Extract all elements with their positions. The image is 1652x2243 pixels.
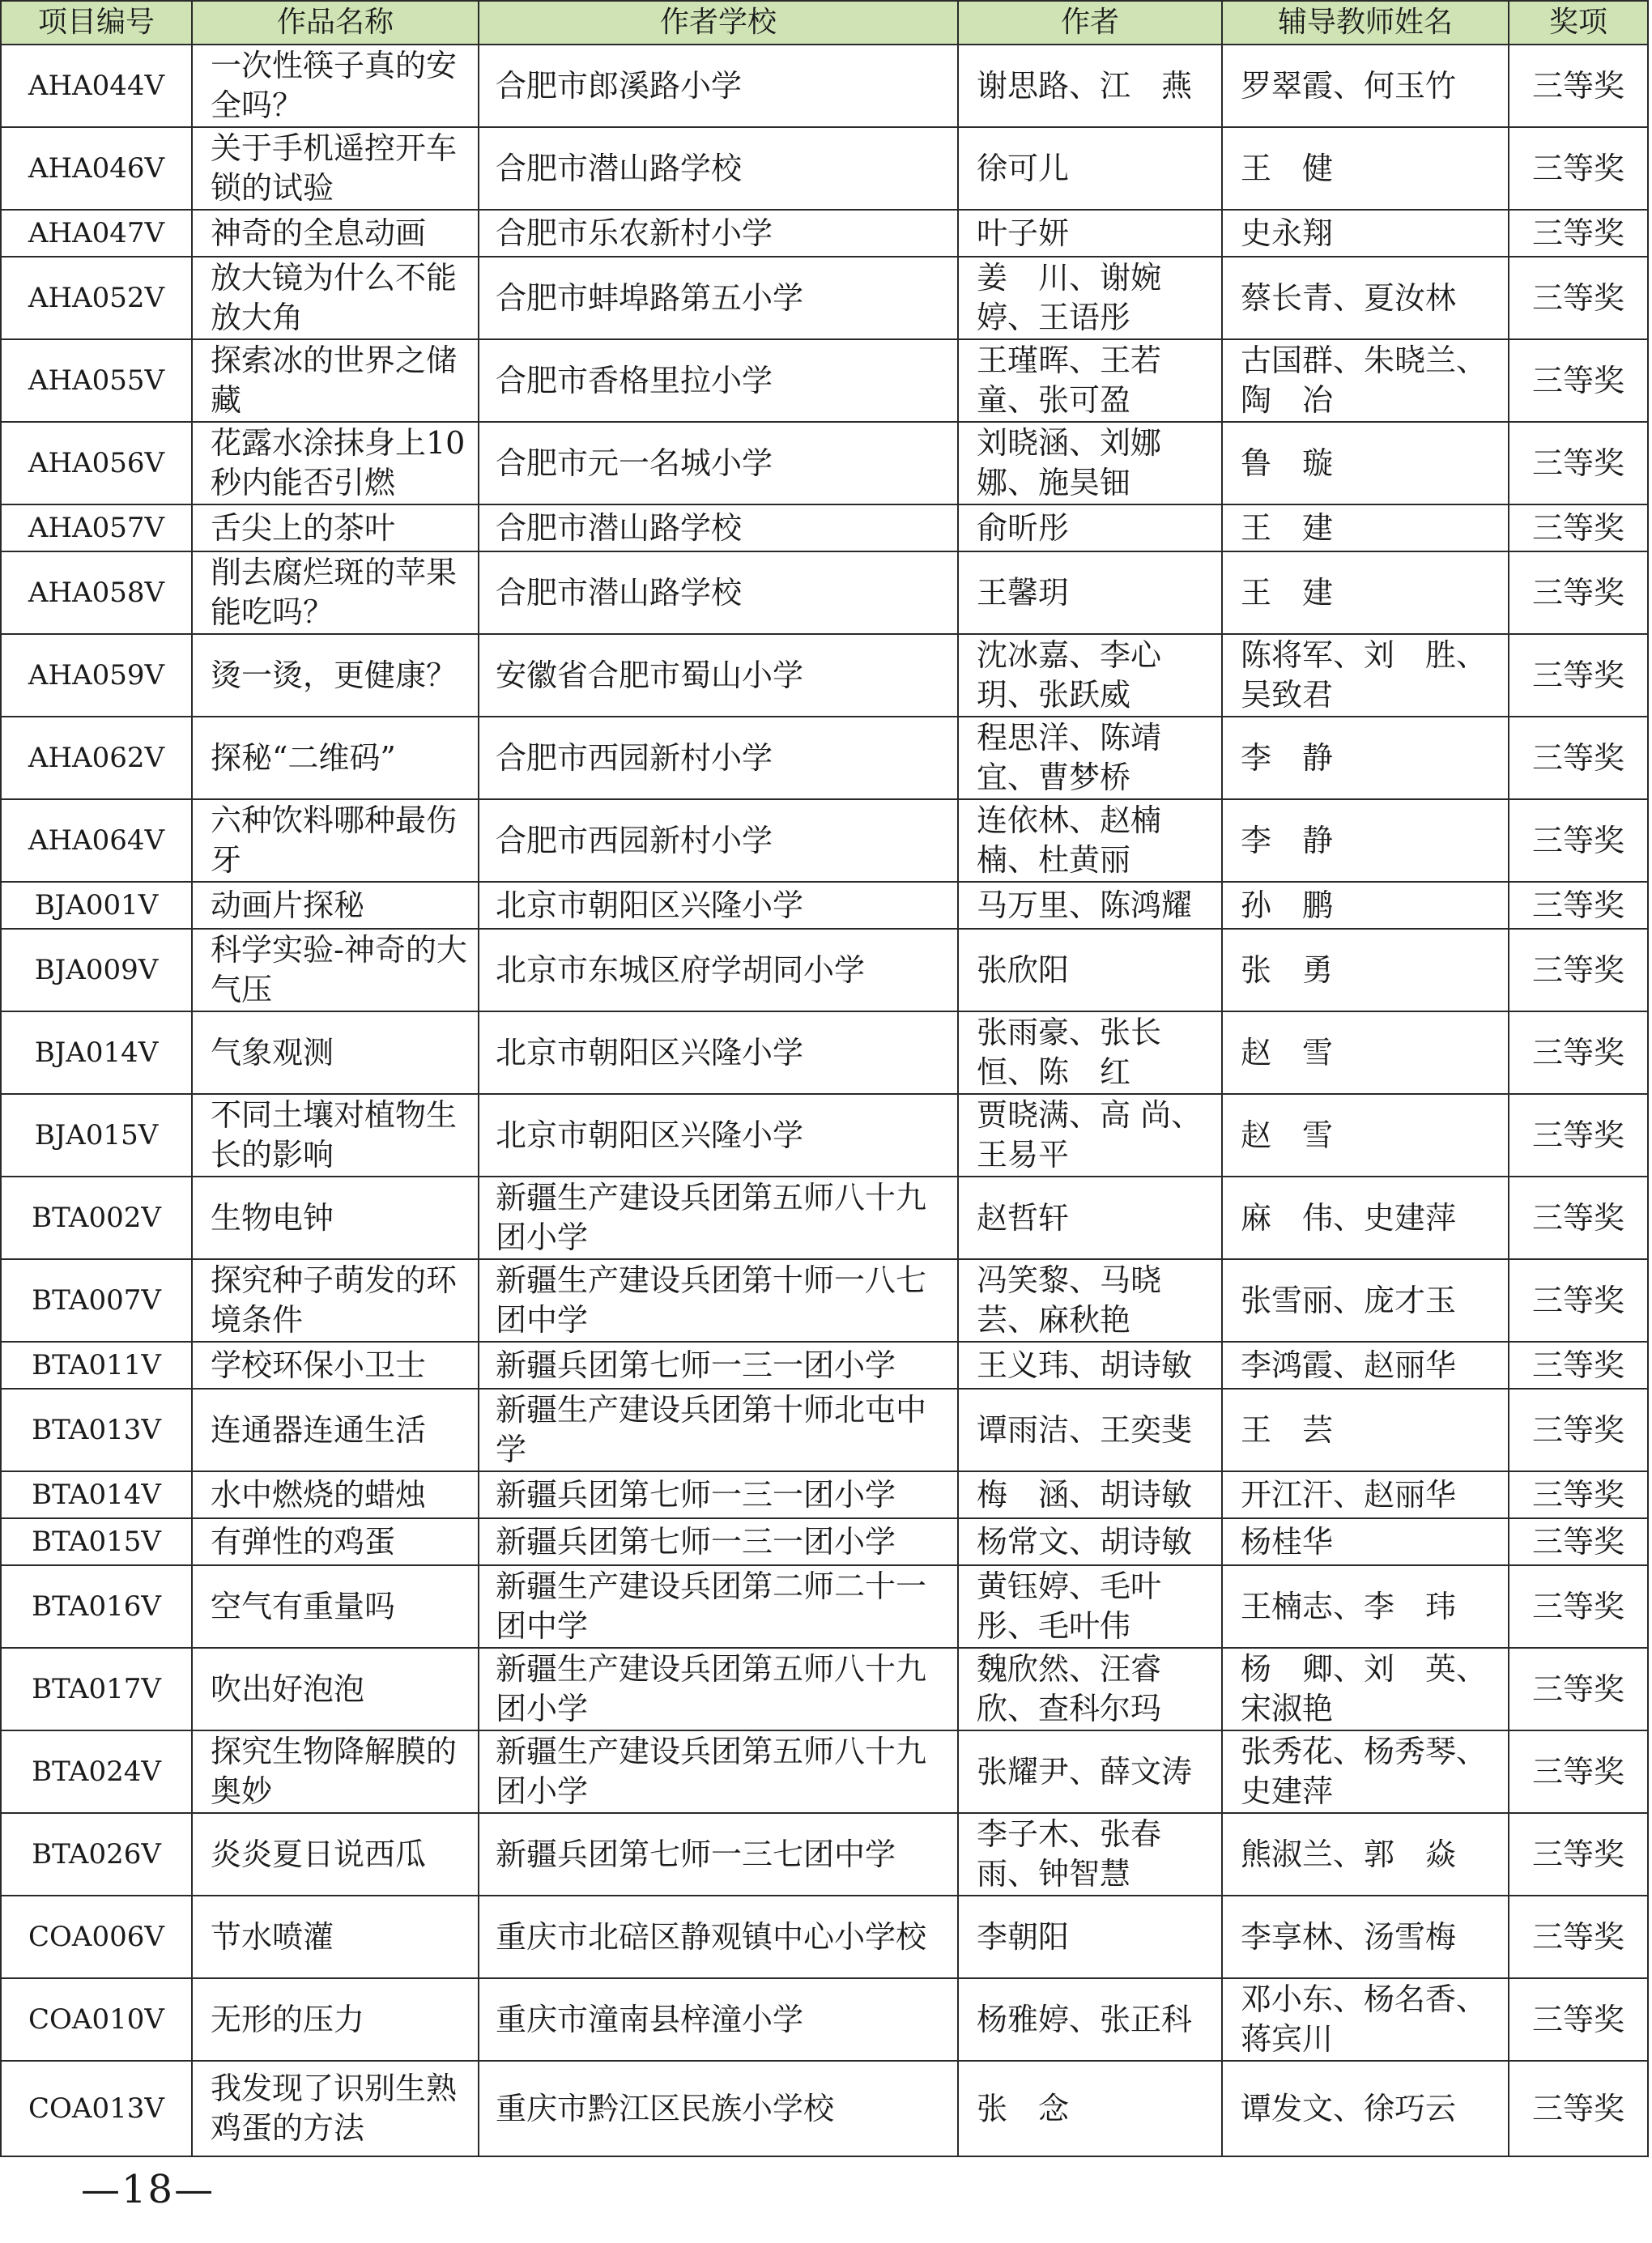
header-author-school: 作者学校: [479, 1, 958, 45]
table-row: [1, 339, 1648, 422]
cell-teachers: 谭发文、徐巧云: [1222, 2061, 1509, 2156]
table-row: [1, 1342, 1648, 1389]
cell-author-school: 北京市朝阳区兴隆小学: [479, 1011, 958, 1094]
cell-teachers: 李 静: [1222, 717, 1509, 799]
cell-authors: 俞昕彤: [958, 504, 1222, 551]
cell-project-id: AHA052V: [1, 257, 192, 339]
cell-authors: 贾晓满、高 尚、王易平: [958, 1094, 1222, 1177]
cell-authors: 刘晓涵、刘娜娜、施昊钿: [958, 422, 1222, 504]
cell-teachers: 蔡长青、夏汝林: [1222, 257, 1509, 339]
cell-authors: 杨常文、胡诗敏: [958, 1518, 1222, 1565]
cell-teachers: 鲁 璇: [1222, 422, 1509, 504]
cell-work-title: 神奇的全息动画: [192, 210, 479, 257]
cell-award: 三等奖: [1509, 1389, 1648, 1471]
cell-work-title: 吹出好泡泡: [192, 1648, 479, 1730]
cell-award: 三等奖: [1509, 1565, 1648, 1648]
page-number: —18—: [81, 2167, 215, 2212]
cell-author-school: 合肥市西园新村小学: [479, 717, 958, 799]
cell-author-school: 合肥市西园新村小学: [479, 799, 958, 882]
cell-author-school: 新疆生产建设兵团第五师八十九团小学: [479, 1730, 958, 1813]
cell-teachers: 熊淑兰、郭 焱: [1222, 1813, 1509, 1896]
cell-author-school: 合肥市潜山路学校: [479, 551, 958, 634]
cell-award: 三等奖: [1509, 1259, 1648, 1342]
cell-project-id: BTA026V: [1, 1813, 192, 1896]
cell-author-school: 新疆兵团第七师一三一团小学: [479, 1342, 958, 1389]
cell-authors: 梅 涵、胡诗敏: [958, 1471, 1222, 1518]
cell-work-title: 花露水涂抹身上10秒内能否引燃: [192, 422, 479, 504]
cell-work-title: 水中燃烧的蜡烛: [192, 1471, 479, 1518]
cell-teachers: 张秀花、杨秀琴、史建萍: [1222, 1730, 1509, 1813]
cell-author-school: 重庆市北碚区静观镇中心小学校: [479, 1896, 958, 1978]
cell-author-school: 合肥市元一名城小学: [479, 422, 958, 504]
table-row: [1, 1471, 1648, 1518]
cell-award: 三等奖: [1509, 339, 1648, 422]
cell-author-school: 新疆兵团第七师一三一团小学: [479, 1518, 958, 1565]
cell-author-school: 新疆生产建设兵团第五师八十九团小学: [479, 1648, 958, 1730]
cell-award: 三等奖: [1509, 1813, 1648, 1896]
cell-award: 三等奖: [1509, 45, 1648, 127]
cell-project-id: COA006V: [1, 1896, 192, 1978]
cell-project-id: AHA056V: [1, 422, 192, 504]
table-row: [1, 1813, 1648, 1896]
cell-work-title: 六种饮料哪种最伤牙: [192, 799, 479, 882]
cell-teachers: 李 静: [1222, 799, 1509, 882]
cell-author-school: 重庆市黔江区民族小学校: [479, 2061, 958, 2156]
cell-project-id: AHA044V: [1, 45, 192, 127]
table-row: [1, 1730, 1648, 1813]
cell-award: 三等奖: [1509, 882, 1648, 929]
table-row: [1, 634, 1648, 717]
cell-project-id: BTA007V: [1, 1259, 192, 1342]
cell-author-school: 北京市朝阳区兴隆小学: [479, 1094, 958, 1177]
cell-authors: 徐可儿: [958, 127, 1222, 210]
cell-project-id: BTA013V: [1, 1389, 192, 1471]
cell-award: 三等奖: [1509, 1896, 1648, 1978]
cell-authors: 王馨玥: [958, 551, 1222, 634]
table-row: [1, 551, 1648, 634]
table-row: [1, 2061, 1648, 2156]
cell-authors: 叶子妍: [958, 210, 1222, 257]
cell-project-id: BJA014V: [1, 1011, 192, 1094]
cell-work-title: 无形的压力: [192, 1978, 479, 2061]
cell-award: 三等奖: [1509, 717, 1648, 799]
cell-work-title: 有弹性的鸡蛋: [192, 1518, 479, 1565]
cell-authors: 赵哲轩: [958, 1177, 1222, 1259]
cell-teachers: 王 建: [1222, 504, 1509, 551]
cell-award: 三等奖: [1509, 551, 1648, 634]
cell-teachers: 邓小东、杨名香、蒋宾川: [1222, 1978, 1509, 2061]
cell-project-id: BTA024V: [1, 1730, 192, 1813]
cell-work-title: 空气有重量吗: [192, 1565, 479, 1648]
cell-award: 三等奖: [1509, 422, 1648, 504]
header-teachers: 辅导教师姓名: [1222, 1, 1509, 45]
cell-work-title: 探究种子萌发的环境条件: [192, 1259, 479, 1342]
cell-project-id: BTA015V: [1, 1518, 192, 1565]
cell-author-school: 合肥市郎溪路小学: [479, 45, 958, 127]
cell-work-title: 放大镜为什么不能放大角: [192, 257, 479, 339]
cell-author-school: 新疆生产建设兵团第五师八十九团小学: [479, 1177, 958, 1259]
cell-work-title: 探究生物降解膜的奥妙: [192, 1730, 479, 1813]
header-project-id: 项目编号: [1, 1, 192, 45]
cell-project-id: COA013V: [1, 2061, 192, 2156]
cell-work-title: 我发现了识别生熟鸡蛋的方法: [192, 2061, 479, 2156]
cell-teachers: 麻 伟、史建萍: [1222, 1177, 1509, 1259]
cell-teachers: 杨桂华: [1222, 1518, 1509, 1565]
cell-award: 三等奖: [1509, 929, 1648, 1011]
cell-authors: 张欣阳: [958, 929, 1222, 1011]
cell-teachers: 赵 雪: [1222, 1011, 1509, 1094]
cell-award: 三等奖: [1509, 1518, 1648, 1565]
cell-project-id: BTA011V: [1, 1342, 192, 1389]
cell-project-id: BTA002V: [1, 1177, 192, 1259]
table-row: [1, 799, 1648, 882]
cell-teachers: 王 芸: [1222, 1389, 1509, 1471]
cell-author-school: 新疆生产建设兵团第二师二十一团中学: [479, 1565, 958, 1648]
cell-award: 三等奖: [1509, 634, 1648, 717]
cell-work-title: 学校环保小卫士: [192, 1342, 479, 1389]
table-row: [1, 422, 1648, 504]
cell-award: 三等奖: [1509, 1177, 1648, 1259]
cell-authors: 王义玮、胡诗敏: [958, 1342, 1222, 1389]
table-row: [1, 1648, 1648, 1730]
table-row: [1, 1518, 1648, 1565]
cell-project-id: AHA062V: [1, 717, 192, 799]
cell-project-id: AHA059V: [1, 634, 192, 717]
cell-project-id: COA010V: [1, 1978, 192, 2061]
cell-work-title: 气象观测: [192, 1011, 479, 1094]
cell-authors: 张 念: [958, 2061, 1222, 2156]
cell-award: 三等奖: [1509, 1342, 1648, 1389]
cell-teachers: 孙 鹏: [1222, 882, 1509, 929]
table-row: [1, 257, 1648, 339]
cell-work-title: 生物电钟: [192, 1177, 479, 1259]
cell-work-title: 科学实验-神奇的大气压: [192, 929, 479, 1011]
cell-author-school: 合肥市香格里拉小学: [479, 339, 958, 422]
table-row: [1, 1565, 1648, 1648]
cell-author-school: 合肥市乐农新村小学: [479, 210, 958, 257]
cell-project-id: AHA055V: [1, 339, 192, 422]
table-body: [1, 45, 1648, 2156]
cell-project-id: BJA015V: [1, 1094, 192, 1177]
table-row: [1, 127, 1648, 210]
cell-work-title: 动画片探秘: [192, 882, 479, 929]
cell-work-title: 烫一烫，更健康？: [192, 634, 479, 717]
cell-authors: 姜 川、谢婉婷、王语彤: [958, 257, 1222, 339]
cell-teachers: 张雪丽、庞才玉: [1222, 1259, 1509, 1342]
cell-project-id: BTA014V: [1, 1471, 192, 1518]
table-row: [1, 717, 1648, 799]
cell-award: 三等奖: [1509, 1648, 1648, 1730]
cell-work-title: 节水喷灌: [192, 1896, 479, 1978]
cell-authors: 李朝阳: [958, 1896, 1222, 1978]
cell-authors: 杨雅婷、张正科: [958, 1978, 1222, 2061]
cell-authors: 黄钰婷、毛叶彤、毛叶伟: [958, 1565, 1222, 1648]
cell-teachers: 王 健: [1222, 127, 1509, 210]
table-header-row: [1, 1, 1648, 45]
cell-project-id: BJA009V: [1, 929, 192, 1011]
cell-teachers: 杨 卿、刘 英、宋淑艳: [1222, 1648, 1509, 1730]
cell-authors: 李子木、张春雨、钟智慧: [958, 1813, 1222, 1896]
cell-project-id: BTA017V: [1, 1648, 192, 1730]
header-work-title: 作品名称: [192, 1, 479, 45]
cell-author-school: 合肥市蚌埠路第五小学: [479, 257, 958, 339]
cell-author-school: 重庆市潼南县梓潼小学: [479, 1978, 958, 2061]
cell-award: 三等奖: [1509, 504, 1648, 551]
table-row: [1, 929, 1648, 1011]
cell-teachers: 李鸿霞、赵丽华: [1222, 1342, 1509, 1389]
table-row: [1, 1389, 1648, 1471]
table-row: [1, 1896, 1648, 1978]
cell-work-title: 炎炎夏日说西瓜: [192, 1813, 479, 1896]
table-row: [1, 1011, 1648, 1094]
cell-authors: 马万里、陈鸿耀: [958, 882, 1222, 929]
table-row: [1, 1177, 1648, 1259]
cell-award: 三等奖: [1509, 1011, 1648, 1094]
cell-project-id: AHA057V: [1, 504, 192, 551]
cell-authors: 谭雨洁、王奕斐: [958, 1389, 1222, 1471]
cell-award: 三等奖: [1509, 799, 1648, 882]
cell-work-title: 削去腐烂斑的苹果能吃吗？: [192, 551, 479, 634]
cell-authors: 张耀尹、薛文涛: [958, 1730, 1222, 1813]
cell-work-title: 连通器连通生活: [192, 1389, 479, 1471]
cell-award: 三等奖: [1509, 1730, 1648, 1813]
cell-teachers: 赵 雪: [1222, 1094, 1509, 1177]
cell-award: 三等奖: [1509, 1094, 1648, 1177]
cell-project-id: AHA064V: [1, 799, 192, 882]
table-row: [1, 882, 1648, 929]
table-row: [1, 45, 1648, 127]
cell-project-id: BJA001V: [1, 882, 192, 929]
cell-authors: 魏欣然、汪睿欣、查科尔玛: [958, 1648, 1222, 1730]
cell-teachers: 陈将军、刘 胜、吴致君: [1222, 634, 1509, 717]
table-row: [1, 1094, 1648, 1177]
header-authors: 作者: [958, 1, 1222, 45]
cell-teachers: 史永翔: [1222, 210, 1509, 257]
cell-teachers: 李享林、汤雪梅: [1222, 1896, 1509, 1978]
cell-authors: 谢思路、江 燕: [958, 45, 1222, 127]
cell-teachers: 张 勇: [1222, 929, 1509, 1011]
cell-teachers: 罗翠霞、何玉竹: [1222, 45, 1509, 127]
cell-award: 三等奖: [1509, 2061, 1648, 2156]
cell-work-title: 一次性筷子真的安全吗？: [192, 45, 479, 127]
cell-award: 三等奖: [1509, 1978, 1648, 2061]
cell-author-school: 合肥市潜山路学校: [479, 127, 958, 210]
cell-author-school: 新疆生产建设兵团第十师北屯中学: [479, 1389, 958, 1471]
cell-award: 三等奖: [1509, 210, 1648, 257]
cell-author-school: 安徽省合肥市蜀山小学: [479, 634, 958, 717]
table-row: [1, 1978, 1648, 2061]
cell-project-id: AHA058V: [1, 551, 192, 634]
header-award: 奖项: [1509, 1, 1648, 45]
cell-work-title: 探秘“二维码”: [192, 717, 479, 799]
cell-authors: 王瑾晖、王若童、张可盈: [958, 339, 1222, 422]
cell-award: 三等奖: [1509, 127, 1648, 210]
cell-teachers: 王楠志、李 玮: [1222, 1565, 1509, 1648]
table-row: [1, 210, 1648, 257]
cell-author-school: 北京市东城区府学胡同小学: [479, 929, 958, 1011]
cell-authors: 连依林、赵楠楠、杜黄丽: [958, 799, 1222, 882]
cell-work-title: 关于手机遥控开车锁的试验: [192, 127, 479, 210]
cell-project-id: BTA016V: [1, 1565, 192, 1648]
cell-author-school: 北京市朝阳区兴隆小学: [479, 882, 958, 929]
cell-award: 三等奖: [1509, 257, 1648, 339]
cell-author-school: 合肥市潜山路学校: [479, 504, 958, 551]
cell-teachers: 开江汗、赵丽华: [1222, 1471, 1509, 1518]
cell-authors: 沈冰嘉、李心玥、张跃威: [958, 634, 1222, 717]
cell-teachers: 王 建: [1222, 551, 1509, 634]
table-row: [1, 1259, 1648, 1342]
cell-work-title: 舌尖上的茶叶: [192, 504, 479, 551]
cell-author-school: 新疆生产建设兵团第十师一八七团中学: [479, 1259, 958, 1342]
cell-project-id: AHA047V: [1, 210, 192, 257]
cell-authors: 冯笑黎、马晓芸、麻秋艳: [958, 1259, 1222, 1342]
table-row: [1, 504, 1648, 551]
cell-author-school: 新疆兵团第七师一三七团中学: [479, 1813, 958, 1896]
cell-award: 三等奖: [1509, 1471, 1648, 1518]
cell-author-school: 新疆兵团第七师一三一团小学: [479, 1471, 958, 1518]
cell-teachers: 古国群、朱晓兰、陶 冶: [1222, 339, 1509, 422]
cell-work-title: 不同土壤对植物生长的影响: [192, 1094, 479, 1177]
cell-authors: 张雨豪、张长恒、陈 红: [958, 1011, 1222, 1094]
cell-work-title: 探索冰的世界之储藏: [192, 339, 479, 422]
cell-authors: 程思洋、陈靖宜、曹梦桥: [958, 717, 1222, 799]
cell-project-id: AHA046V: [1, 127, 192, 210]
